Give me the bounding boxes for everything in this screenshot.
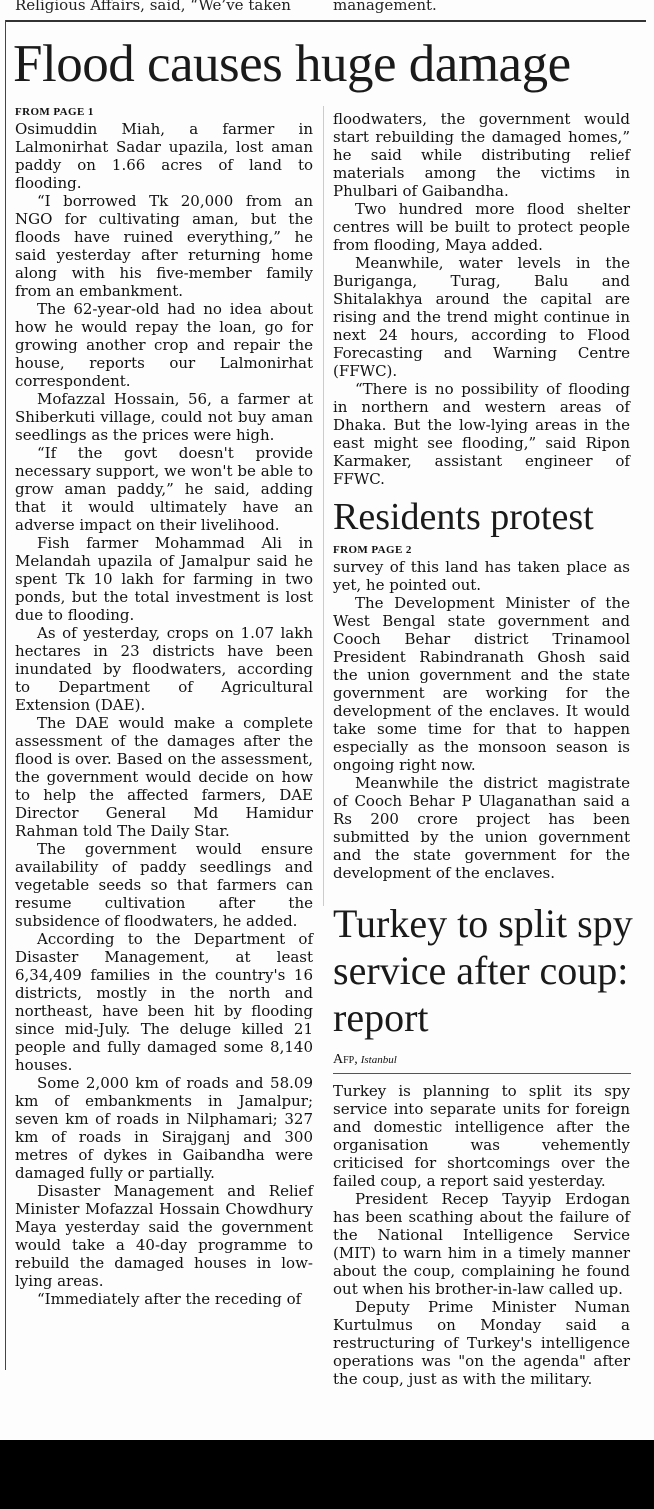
main-story-column-1 xyxy=(15,106,313,1308)
main-paragraph: The 62-year-old had no idea about how he would repay the loan, go for growing another crop and repair the house, reports our Lalmonirhat correspondent. xyxy=(15,300,313,390)
main-paragraph: Mofazzal Hossain, 56, a farmer at Shiberkuti village, could not buy aman seedlings as the prices were high. xyxy=(15,390,313,444)
column-divider xyxy=(323,106,324,906)
byline-divider xyxy=(333,1073,631,1074)
main-paragraph: The DAE would make a complete assessment of the damages after the flood is over. Based on the assessment, the government would decide on how to help the affected farmers, DAE Director General Md Hamidur Rahman told The Daily Star. xyxy=(15,714,313,840)
turkey-byline xyxy=(333,1052,397,1067)
main-headline: Flood causes huge damage xyxy=(13,35,571,93)
main-continued-paragraph: floodwaters, the government would start rebuilding the damaged homes,” he said while distributing relief materials among the victims in Phulbari of Gaibandha. xyxy=(333,110,630,200)
top-fragment-left: Religious Affairs, said, “We’ve taken xyxy=(15,0,291,14)
main-paragraph: Osimuddin Miah, a farmer in Lalmonirhat Sadar upazila, lost aman paddy on 1.66 acres of land to flooding. xyxy=(15,120,313,192)
top-fragment-right: management. xyxy=(333,0,437,14)
residents-paragraph: The Development Minister of the West Bengal state government and Cooch Behar district Trinamool President Rabindranath Ghosh said the union government and the state government are working for the development of the enclaves. It would take some time for that to happen especially as the monsoon season is ongoing right now. xyxy=(333,594,630,774)
top-divider xyxy=(6,20,646,22)
turkey-paragraph: Turkey is planning to split its spy service into separate units for foreign and domestic intelligence after the organisation was vehemently criticised for shortcomings over the failed coup, a report said yesterday. xyxy=(333,1082,630,1190)
turkey-headline: Turkey to split spy service after coup: report xyxy=(333,901,633,1040)
main-continued-paragraph: Two hundred more flood shelter centres will be built to protect people from flooding, Maya added. xyxy=(333,200,630,254)
byline-agency: Afp, xyxy=(333,1052,358,1067)
main-continued-paragraph: “There is no possibility of flooding in northern and western areas of Dhaka. But the low-lying areas in the east might see flooding,” said Ripon Karmaker, assistant engineer of FFWC. xyxy=(333,380,630,488)
main-continued-paragraph: Meanwhile, water levels in the Buriganga, Turag, Balu and Shitalakhya around the capital are rising and the trend might continue in next 24 hours, according to Flood Forecasting and Warning Centre (FFWC). xyxy=(333,254,630,380)
residents-paragraph: Meanwhile the district magistrate of Cooch Behar P Ulaganathan said a Rs 200 crore project has been submitted by the union government and the state government for the development of the enclaves. xyxy=(333,774,630,882)
left-border xyxy=(5,20,6,1370)
main-paragraph: Fish farmer Mohammad Ali in Melandah upazila of Jamalpur said he spent Tk 10 lakh for farming in two ponds, but the total investment is lost due to flooding. xyxy=(15,534,313,624)
main-paragraph: Some 2,000 km of roads and 58.09 km of embankments in Jamalpur; seven km of roads in Nilphamari; 327 km of roads in Sirajganj and 300 metres of dykes in Gaibandha were damaged fully or partially. xyxy=(15,1074,313,1182)
bottom-black-bar xyxy=(0,1440,654,1509)
residents-headline: Residents protest xyxy=(333,496,594,538)
right-column xyxy=(333,110,630,882)
main-paragraph: Disaster Management and Relief Minister Mofazzal Hossain Chowdhury Maya yesterday said the government would take a 40-day programme to rebuild the damaged houses in low-lying areas. xyxy=(15,1182,313,1290)
main-paragraph: The government would ensure availability of paddy seedlings and vegetable seeds so that farmers can resume cultivation after the subsidence of floodwaters, he added. xyxy=(15,840,313,930)
main-paragraph: As of yesterday, crops on 1.07 lakh hectares in 23 districts have been inundated by floodwaters, according to Department of Agricultural Extension (DAE). xyxy=(15,624,313,714)
main-paragraph: “Immediately after the receding of xyxy=(37,1290,302,1308)
main-story-kicker: FROM PAGE 1 xyxy=(15,106,94,118)
main-paragraph: “If the govt doesn't provide necessary support, we won't be able to grow aman paddy,” he said, adding that it would ultimately have an adverse impact on their livelihood. xyxy=(15,444,313,534)
turkey-paragraph: President Recep Tayyip Erdogan has been scathing about the failure of the National Intelligence Service (MIT) to warn him in a timely manner about the coup, complaining he found out when his brother-in-law called up. xyxy=(333,1190,630,1298)
turkey-paragraph: Deputy Prime Minister Numan Kurtulmus on Monday said a restructuring of Turkey's intelligence operations was "on the agenda" after the coup, just as with the military. xyxy=(333,1298,630,1388)
byline-place: Istanbul xyxy=(360,1054,397,1066)
main-paragraph: According to the Department of Disaster Management, at least 6,34,409 families in the country's 16 districts, mostly in the north and northeast, have been hit by flooding since mid-July. The deluge killed 21 people and fully damaged some 8,140 houses. xyxy=(15,930,313,1074)
residents-kicker: FROM PAGE 2 xyxy=(333,544,412,556)
residents-paragraph: survey of this land has taken place as yet, he pointed out. xyxy=(333,558,630,594)
turkey-story-column xyxy=(333,1082,630,1388)
main-paragraph: “I borrowed Tk 20,000 from an NGO for cultivating aman, but the floods have ruined everything,” he said yesterday after returning home along with his five-member family from an embankment. xyxy=(15,192,313,300)
